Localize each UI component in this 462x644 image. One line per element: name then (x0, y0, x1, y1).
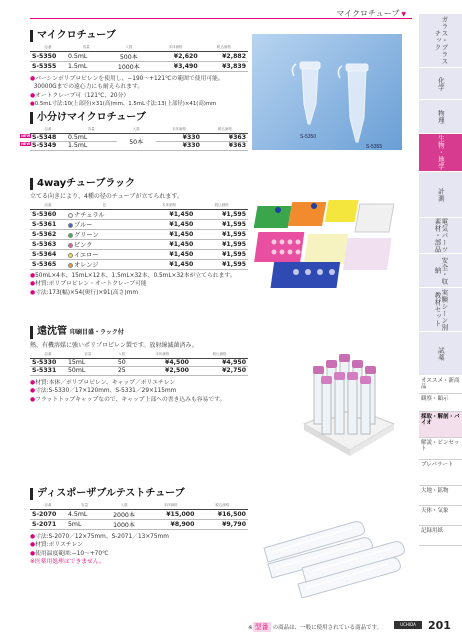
microtube-title: マイクロチューブ (30, 30, 250, 42)
note-item: ●オートクレーブ可（121℃、20分） (30, 92, 130, 99)
centrifuge-subtitle: 印刷目盛・ラック付 (70, 329, 124, 336)
note-item: ●寸法:S-2070／12×75mm、S-2071／13×75mm (30, 533, 169, 540)
col-code: 品番 (30, 127, 66, 133)
sidebar-tab-electrical[interactable]: 電気パーツ素材・部品 (419, 218, 462, 254)
quantity: 1000本 (106, 61, 151, 71)
col-price: 本体価格 (143, 203, 196, 209)
tax-price: ¥363 (202, 133, 248, 142)
color-dot (68, 253, 73, 258)
test-tube-photo (258, 498, 406, 598)
page-header (30, 5, 412, 19)
small-tube-section (21, 112, 250, 151)
price: ¥15,000 (145, 509, 197, 519)
table-row (30, 133, 248, 142)
price: ¥1,450 (143, 209, 196, 219)
color-dot (68, 233, 73, 238)
sub-item-observation[interactable]: 観察・顕示 (419, 394, 462, 412)
sidebar-tab-glass[interactable]: ガラス・プラスチック (419, 14, 462, 68)
tax-price: ¥1,595 (195, 209, 248, 219)
sub-item-weather[interactable]: 天体・気象 (419, 506, 462, 526)
page-number: 201 (428, 619, 451, 632)
product-code: NEW S-5349 (30, 142, 66, 151)
col-code: 品番 (30, 352, 66, 358)
volume: 1.5mL (66, 61, 106, 71)
table-row (30, 239, 248, 249)
tax-price: ¥9,790 (196, 519, 248, 529)
note-item: ●材質:ポリスチレン (30, 542, 83, 548)
rack-table (30, 203, 248, 270)
price: ¥2,620 (151, 51, 199, 61)
price: ¥1,450 (143, 239, 196, 249)
rack-desc: 立てる向きにより、4種の径のチューブが立てられます。 (30, 193, 183, 200)
col-code: 品番 (30, 503, 66, 509)
brand-logo: UCHIDA (394, 621, 422, 629)
footer-note: ※ 型番 の商品は、一般に使用されている商品です。 (248, 623, 383, 631)
sub-item-recommended[interactable]: オススメ・新商品 (419, 376, 462, 394)
product-code: S-2070 (30, 509, 66, 519)
color-cell: グリーン (66, 229, 143, 239)
note-item: ●寸法:173(幅)×54(奥行)×91(高さ)mm (30, 289, 138, 296)
tax-price: ¥3,839 (200, 61, 248, 71)
quantity: 50本 (117, 133, 156, 150)
col-qty: 入数 (106, 45, 151, 51)
color-cell: オレンジ (66, 259, 143, 269)
col-tax: 税込価格 (195, 203, 248, 209)
product-code: S-5362 (30, 229, 66, 239)
col-tax: 税込価格 (191, 352, 248, 358)
col-qty: 入数 (117, 127, 156, 133)
rack-section (30, 178, 250, 297)
microtube-table (30, 45, 248, 72)
disposable-notes (30, 533, 250, 567)
tax-price: ¥1,595 (195, 249, 248, 259)
table-row (30, 519, 248, 529)
quantity: 500本 (106, 51, 151, 61)
sub-item-record[interactable]: 記録用紙 (419, 526, 462, 546)
color-dot (68, 263, 73, 268)
sub-item-sampling[interactable]: 採取・解剖・バイオ (419, 412, 462, 438)
sidebar-tab-reagents[interactable]: 試薬 (419, 332, 462, 376)
tax-price: ¥4,950 (191, 358, 248, 367)
col-code: 品番 (30, 203, 66, 209)
table-row (30, 509, 248, 519)
price: ¥1,450 (143, 259, 196, 269)
note-item: ※医薬用処理はできません。 (30, 559, 105, 565)
product-code: S-5350 (30, 51, 66, 61)
table-row (30, 209, 248, 219)
col-color: 色 (66, 203, 143, 209)
sidebar-tab-kits[interactable]: 実験シーン別教材セット (419, 288, 462, 332)
col-price: 本体価格 (134, 352, 191, 358)
product-code: S-5331 (30, 367, 66, 376)
tax-price: ¥1,595 (195, 219, 248, 229)
col-qty: 入数 (103, 503, 145, 509)
img-label-5355: S-5355 (366, 144, 383, 150)
rack-illustration (254, 192, 404, 292)
product-code: NEW S-5348 (30, 133, 66, 142)
tax-price: ¥1,595 (195, 229, 248, 239)
col-qty: 入数 (110, 352, 134, 358)
note-item: ●50mL×4本、15mL×12本、1.5mL×32本、0.5mL×32本が立てられます。 (30, 272, 236, 279)
centrifuge-illustration (300, 352, 396, 456)
col-vol: 容量 (66, 352, 110, 358)
table-row (30, 51, 248, 61)
microtube-notes (30, 75, 250, 109)
img-label-5350: S-5350 (300, 134, 317, 140)
color-cell: イエロー (66, 249, 143, 259)
product-code: S-2071 (30, 519, 66, 529)
volume: 4.5mL (66, 509, 103, 519)
note-item: ●材質:本体／ポリプロピレン、キャップ／ポリエチレン (30, 379, 176, 386)
table-row (30, 219, 248, 229)
centrifuge-title: 遠沈管 印刷目盛・ラック付 (30, 326, 250, 339)
category-sidebar (414, 14, 462, 644)
tax-price: ¥2,882 (200, 51, 248, 61)
tax-price: ¥2,750 (191, 367, 248, 376)
sidebar-tab-measurement[interactable]: 計測 (419, 172, 462, 218)
color-dot (68, 213, 73, 218)
quantity: 2000本 (103, 509, 145, 519)
col-tax: 税込価格 (196, 503, 248, 509)
col-price: 本体価格 (145, 503, 197, 509)
microtube-section (30, 30, 250, 109)
col-vol: 容量 (66, 45, 106, 51)
col-price: 本体価格 (151, 45, 199, 51)
price: ¥330 (156, 142, 202, 151)
note-item: ●材質:ポリプロピレン・オートクレーブ可能 (30, 281, 147, 287)
rack-photo (254, 192, 404, 292)
note-item: ●寸法:S-5330／17×120mm、S-5331／29×115mm (30, 388, 177, 394)
product-code: S-5360 (30, 209, 66, 219)
centrifuge-desc: 熱、有機溶媒に強いポリプロピレン製です。放射線滅菌済み。 (30, 342, 198, 349)
table-row (30, 61, 248, 71)
price: ¥4,500 (134, 358, 191, 367)
col-vol: 容量 (66, 127, 117, 133)
sub-item-dissection[interactable]: 解説・ピンセット (419, 438, 462, 460)
product-code: S-5355 (30, 61, 66, 71)
note-item: ●フラットトップキャップなので、キャップ上部への書き込みも容易です。 (30, 396, 226, 403)
price: ¥1,450 (143, 229, 196, 239)
tax-price: ¥363 (202, 142, 248, 151)
color-dot (68, 223, 73, 228)
color-dot (68, 243, 73, 248)
centrifuge-photo (300, 352, 396, 456)
product-code: S-5365 (30, 259, 66, 269)
col-tax: 税込価格 (202, 127, 248, 133)
small-tube-table (21, 127, 248, 151)
centrifuge-notes (30, 379, 250, 405)
color-cell: ピンク (66, 239, 143, 249)
table-row (30, 358, 248, 367)
note-item: ●使用温度範囲:−10〜+70℃ (30, 550, 109, 557)
rack-title: 4wayチューブラック (30, 178, 250, 190)
note-item: ●0.5mL寸法:10(上部径)×31(高)mm、1.5mL寸法:13(上部径)×41(高)mm (30, 101, 217, 107)
note-item: ●パーシンポリプロピレンを使用し、−190〜+121℃の範囲で使用可能。 (30, 75, 224, 82)
note-item: 30000Gまでの遠心力にも耐えられます。 (33, 84, 144, 90)
col-vol: 容量 (66, 503, 103, 509)
product-code: S-5363 (30, 239, 66, 249)
sidebar-tab-biology[interactable]: 生物・地学 (419, 134, 462, 172)
price: ¥2,500 (134, 367, 191, 376)
new-badge: NEW (21, 133, 31, 138)
kata-badge: 型番 (254, 623, 269, 631)
col-tax: 税込価格 (200, 45, 248, 51)
volume: 5mL (66, 519, 103, 529)
test-tube-illustration (258, 498, 406, 598)
quantity: 50 (110, 358, 134, 367)
microtube-photo (252, 34, 402, 150)
new-badge: NEW (21, 142, 31, 147)
volume: 50mL (66, 367, 110, 376)
disposable-table (30, 503, 248, 530)
microtube-illustration (252, 34, 402, 150)
color-cell: ブルー (66, 219, 143, 229)
price: ¥8,900 (145, 519, 197, 529)
price: ¥330 (156, 133, 202, 142)
volume: 0.5mL (66, 133, 117, 142)
quantity: 1000本 (103, 519, 145, 529)
sidebar-tab-chemistry[interactable]: 化学 (419, 68, 462, 100)
col-price: 本体価格 (156, 127, 202, 133)
volume: 0.5mL (66, 51, 106, 61)
table-row (30, 259, 248, 269)
small-tube-title: 小分けマイクロチューブ (30, 112, 250, 124)
volume: 15mL (66, 358, 110, 367)
page-header-title: マイクロチューブ ▼ (336, 9, 406, 18)
tax-price: ¥1,595 (195, 239, 248, 249)
price: ¥1,450 (143, 249, 196, 259)
disposable-title: ディスポーザブルテストチューブ (30, 488, 250, 500)
table-row (30, 229, 248, 239)
table-row (30, 249, 248, 259)
disposable-section (30, 488, 250, 567)
table-row (30, 367, 248, 376)
quantity: 25 (110, 367, 134, 376)
product-code: S-5361 (30, 219, 66, 229)
price: ¥3,490 (151, 61, 199, 71)
price: ¥1,450 (143, 219, 196, 229)
centrifuge-section (30, 326, 250, 404)
tax-price: ¥16,500 (196, 509, 248, 519)
product-code: S-5330 (30, 358, 66, 367)
sub-item-earth[interactable]: 大地・鉱物 (419, 486, 462, 506)
volume: 1.5mL (66, 142, 117, 151)
col-code: 品番 (30, 45, 66, 51)
product-code: S-5364 (30, 249, 66, 259)
sidebar-tab-safety[interactable]: 安全・収納 (419, 254, 462, 288)
sidebar-tab-physics[interactable]: 物理 (419, 100, 462, 134)
sub-item-preparat[interactable]: プレパラート (419, 460, 462, 486)
color-cell: ナチュラル (66, 209, 143, 219)
centrifuge-table (30, 352, 248, 376)
tax-price: ¥1,595 (195, 259, 248, 269)
